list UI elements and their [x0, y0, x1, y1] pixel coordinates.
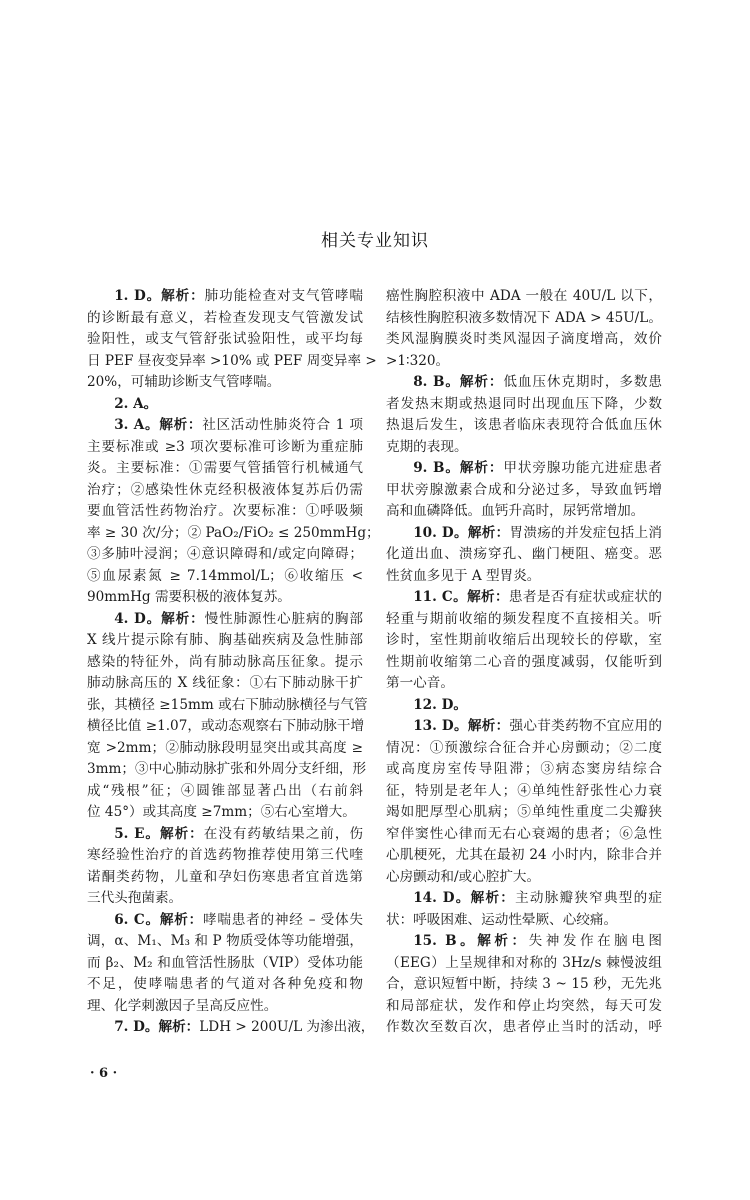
analysis-label: 解析：: [161, 610, 205, 627]
analysis-label: 解析：: [477, 933, 529, 949]
line-text: 克期的表现。: [386, 438, 468, 455]
text-line: [386, 695, 662, 717]
text-line: [87, 415, 363, 437]
answer-number: 8. B。: [413, 374, 460, 390]
answer-number: 15. B。: [413, 933, 478, 949]
text-line: [386, 888, 662, 910]
analysis-label: 解析：: [459, 460, 504, 476]
text-line: [87, 695, 368, 717]
answer-number: 5. E。: [114, 825, 160, 842]
line-text: 状：呼吸困难、运动性晕厥、心绞痛。: [386, 911, 618, 928]
line-text: 验阳性，或支气管舒张试验阳性，或平均每: [87, 331, 363, 347]
line-text: 三代头孢菌素。: [87, 890, 183, 906]
text-line: [386, 372, 662, 394]
answer-paragraph: [87, 394, 363, 416]
line-text: 3mm；③中心肺动脉扩张和外周分支纤细，形: [87, 761, 367, 777]
text-line: [87, 673, 363, 695]
line-text: 征，特别是老年人；④单纯性舒张性心力衰: [386, 782, 662, 799]
text-line: [87, 824, 363, 846]
answer-paragraph: [386, 286, 662, 372]
text-line: [87, 372, 363, 394]
answer-paragraph: [386, 716, 662, 888]
text-line: [386, 308, 662, 330]
text-line: [386, 716, 662, 738]
answer-number: 13. D。: [413, 718, 468, 734]
answer-paragraph: [386, 458, 662, 523]
answer-number: 9. B。: [413, 460, 460, 476]
text-line: [87, 867, 363, 889]
line-text: 情况：①预激综合征合并心房颤动；②二度: [386, 739, 662, 756]
text-line: [87, 953, 363, 975]
line-text: 率 ≥ 30 次/分；② PaO₂/FiO₂ ≤ 250mmHg；: [87, 524, 380, 541]
line-text: 主动脉瓣狭窄典型的症: [515, 890, 663, 906]
analysis-label: 解析：: [467, 718, 510, 734]
line-text: （EEG）上呈规律和对称的 3Hz/s 棘慢波组: [386, 954, 662, 971]
text-line: [386, 458, 662, 480]
text-line: [87, 996, 363, 1018]
answer-number: 12. D。: [413, 696, 467, 713]
text-line: [87, 458, 363, 480]
line-text: 肺功能检查对支气管哮喘: [204, 288, 364, 304]
line-text: 20%，可辅助诊断支气管哮喘。: [87, 374, 281, 390]
text-line: [87, 308, 363, 330]
answer-number: 10. D。: [413, 524, 468, 541]
analysis-label: 解析：: [160, 825, 204, 842]
text-line: [87, 587, 363, 609]
line-text: 诺酮类药物，儿童和孕妇伤寒患者宜首选第: [87, 868, 363, 885]
analysis-label: 解析：: [459, 374, 504, 390]
text-line: [386, 329, 662, 351]
line-text: X 线片提示除有肺、胸基础疾病及急性肺部: [87, 632, 363, 648]
line-text: 在没有药敏结果之前，伤: [203, 825, 364, 842]
answer-paragraph: [87, 824, 363, 910]
line-text: 失神发作在脑电图: [528, 933, 663, 949]
text-line: [386, 974, 662, 996]
text-line: [386, 996, 662, 1018]
line-text: 结核性胸腔积液多数情况下 ADA > 45U/L。: [386, 309, 662, 326]
text-line: [386, 802, 662, 824]
line-text: 诊时，室性期前收缩后出现较长的停歇，室: [386, 632, 662, 648]
text-line: [386, 523, 662, 545]
line-text: 性贫血多见于 A 型胃炎。: [386, 567, 541, 584]
line-text: 肺动脉高压的 X 线征象：①右下肺动脉干扩: [87, 675, 363, 691]
line-text: 理、化学刺激因子呈高反应性。: [87, 997, 278, 1014]
line-text: 和局部症状，发作和停止均突然，每天可发: [386, 997, 662, 1014]
text-line: [386, 738, 662, 760]
page-number: · 6 ·: [90, 1066, 118, 1081]
text-line: [87, 802, 363, 824]
line-text: 90mmHg 需要积极的液体复苏。: [87, 589, 291, 605]
line-text: 主要标准或 ≥3 项次要标准可诊断为重症肺: [87, 438, 363, 455]
text-line: [386, 759, 662, 781]
line-text: 化道出血、溃疡穿孔、幽门梗阻、癌变。恶: [386, 546, 662, 562]
text-line: [386, 931, 662, 953]
text-line: [386, 781, 662, 803]
text-line: [386, 566, 662, 588]
analysis-label: 解析：: [467, 589, 509, 605]
text-line: [386, 953, 662, 975]
text-line: [87, 759, 367, 781]
text-line: [87, 630, 363, 652]
answer-number: 2. A。: [114, 395, 158, 412]
line-text: 感染的特征外，尚有肺动脉高压征象。提示: [87, 653, 363, 670]
text-line: [87, 910, 363, 932]
line-text: 癌性胸腔积液中 ADA 一般在 40U/L 以下，: [386, 288, 662, 304]
line-text: 患者是否有症状或症状的: [508, 589, 663, 605]
answer-number: 14. D。: [413, 890, 471, 906]
analysis-label: 解析：: [467, 524, 510, 541]
text-line: [386, 630, 662, 652]
line-text: 者发热末期或热退同时出现血压下降，少数: [386, 395, 662, 412]
line-text: 横径比值 ≥1.07，或动态观察右下肺动脉干增: [87, 718, 365, 734]
line-text: 性期前收缩第二心音的强度减弱，仅能听到: [386, 653, 662, 670]
text-line: [87, 286, 363, 308]
analysis-label: 解析：: [470, 890, 516, 906]
line-text: 甲状旁腺功能亢进症患者: [503, 460, 663, 476]
text-line: [386, 394, 662, 416]
line-text: 类风湿胸膜炎时类风湿因子滴度增高，效价: [386, 331, 662, 347]
line-text: 寒经验性治疗的首选药物推荐使用第三代喹: [87, 847, 363, 863]
text-line: [386, 501, 662, 523]
text-line: [87, 544, 363, 566]
line-text: 甲状旁腺激素合成和分泌过多，导致血钙增: [386, 481, 662, 498]
analysis-label: 解析：: [161, 288, 205, 304]
text-line: [87, 716, 363, 738]
right-column: [386, 286, 662, 1039]
answer-number: 4. D。: [114, 610, 162, 627]
line-text: 要血管活性药物治疗。次要标准：①呼吸频: [87, 503, 363, 519]
line-text: 竭如肥厚型心肌病；⑤单纯性重度二尖瓣狭: [386, 804, 662, 820]
line-text: 第一心音。: [386, 675, 454, 691]
text-line: [386, 415, 662, 437]
analysis-label: 解析：: [159, 417, 203, 433]
text-line: [386, 824, 662, 846]
line-text: 胃溃疡的并发症包括上消: [509, 524, 663, 541]
text-line: [87, 480, 363, 502]
line-text: 而 β₂、M₂ 和血管活性肠肽（VIP）受体功能: [87, 954, 363, 971]
line-text: 作数次至数百次，患者停止当时的活动，呼: [386, 1019, 662, 1035]
text-line: [87, 738, 363, 760]
line-text: 治疗；②感染性休克经积极液体复苏后仍需: [87, 481, 363, 498]
line-text: 不足，使哮喘患者的气道对各种免疫和物: [87, 976, 363, 992]
line-text: 位 45°）或其高度 ≥7mm；⑤右心室增大。: [87, 804, 356, 820]
answer-paragraph: [386, 888, 662, 931]
answer-paragraph: [386, 587, 662, 695]
answer-paragraph: [87, 415, 380, 609]
text-line: [386, 1017, 662, 1039]
analysis-label: 解析：: [158, 1019, 200, 1035]
text-line: [87, 351, 377, 373]
answer-paragraph: [386, 523, 662, 588]
line-text: >1∶320。: [386, 352, 450, 369]
line-text: 强心苷类药物不宜应用的: [509, 718, 663, 734]
text-line: [87, 845, 363, 867]
answer-number: 1. D。: [114, 288, 162, 304]
text-line: [386, 673, 662, 695]
text-line: [87, 394, 363, 416]
text-line: [87, 523, 380, 545]
answer-paragraph: [87, 286, 377, 394]
line-text: 日 PEF 昼夜变异率 >10% 或 PEF 周变异率 >: [87, 352, 377, 369]
answer-number: 6. C。: [114, 911, 160, 928]
text-line: [87, 1017, 375, 1039]
left-column: [87, 286, 380, 1039]
line-text: 合，意识短暂中断，持续 3 ~ 15 秒，无先兆: [386, 976, 662, 992]
answer-paragraph: [386, 372, 662, 458]
answer-paragraph: [87, 910, 363, 1018]
answer-number: 11. C。: [413, 589, 468, 605]
line-text: 炎。主要标准：①需要气管插管行机械通气: [87, 460, 363, 476]
line-text: 张，其横径 ≥15mm 或右下肺动脉横径与气管: [87, 696, 368, 713]
text-line: [87, 931, 363, 953]
answer-paragraph: [386, 931, 662, 1039]
text-line: [87, 566, 363, 588]
line-text: 或高度房室传导阻滞；③病态窦房结综合: [386, 761, 662, 777]
line-text: 心房颤动和/或心腔扩大。: [386, 868, 541, 885]
text-line: [386, 609, 662, 631]
text-line: [386, 351, 662, 373]
line-text: 的诊断最有意义，若检查发现支气管激发试: [87, 309, 363, 326]
analysis-label: 解析：: [159, 911, 204, 928]
line-text: LDH > 200U/L 为渗出液，: [199, 1019, 375, 1035]
text-line: [87, 501, 363, 523]
line-text: 心肌梗死，尤其在最初 24 小时内，除非合并: [386, 847, 662, 863]
text-line: [386, 867, 662, 889]
text-line: [87, 329, 363, 351]
line-text: ③多肺叶浸润；④意识障碍和/或定向障碍；: [87, 546, 363, 562]
line-text: 成“残根”征；④圆锥部显著凸出（右前斜: [87, 782, 363, 799]
text-line: [87, 437, 363, 459]
line-text: 轻重与期前收缩的频发程度不直接相关。听: [386, 610, 662, 627]
text-line: [386, 652, 662, 674]
answer-paragraph: [386, 695, 662, 717]
answer-paragraph: [87, 1017, 375, 1039]
text-line: [87, 609, 363, 631]
text-line: [87, 974, 363, 996]
answer-paragraph: [87, 609, 368, 824]
answer-number: 3. A。: [114, 417, 160, 433]
line-text: 社区活动性肺炎符合 1 项: [202, 417, 363, 433]
text-line: [386, 437, 662, 459]
text-line: [386, 845, 662, 867]
text-line: [87, 652, 363, 674]
line-text: 调，α、M₁、M₃ 和 P 物质受体等功能增强，: [87, 933, 363, 949]
text-line: [386, 544, 662, 566]
line-text: 低血压休克期时，多数患: [503, 374, 663, 390]
text-line: [87, 888, 363, 910]
line-text: 慢性肺源性心脏病的胸部: [204, 610, 364, 627]
line-text: 热退后发生，该患者临床表现符合低血压休: [386, 417, 662, 433]
text-line: [386, 480, 662, 502]
line-text: 哮喘患者的神经 – 受体失: [203, 911, 363, 928]
answer-number: 7. D。: [114, 1019, 159, 1035]
text-line: [386, 587, 662, 609]
text-line: [386, 286, 662, 308]
text-line: [87, 781, 363, 803]
page-title: 相关专业知识: [321, 231, 429, 251]
line-text: 高和血磷降低。血钙升高时，尿钙常增加。: [386, 503, 645, 519]
line-text: 宽 >2mm；②肺动脉段明显突出或其高度 ≥: [87, 739, 363, 756]
line-text: 窄伴窦性心律而无右心衰竭的患者；⑥急性: [386, 825, 662, 842]
line-text: ⑤血尿素氮 ≥ 7.14mmol/L；⑥收缩压 <: [87, 567, 363, 584]
text-line: [386, 910, 662, 932]
